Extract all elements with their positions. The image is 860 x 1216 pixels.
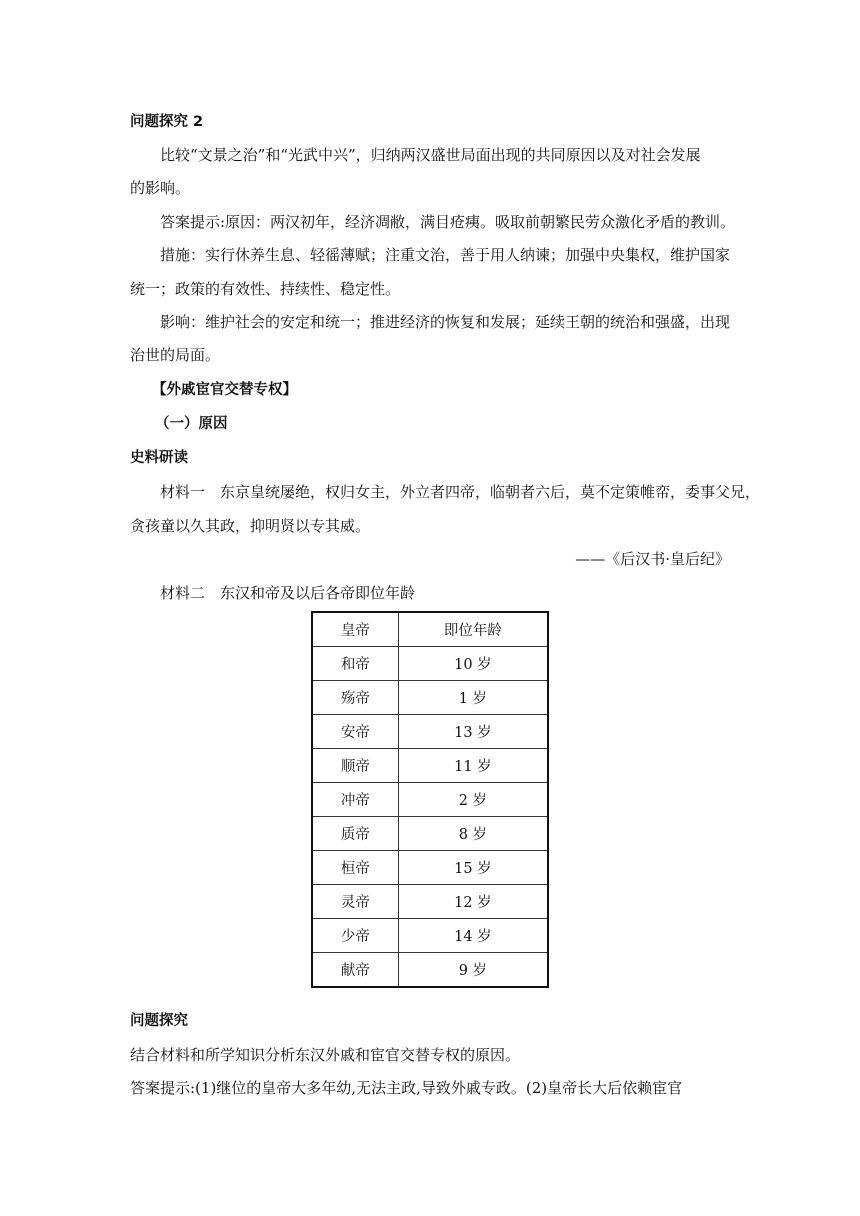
inquiry-answer-line1: 答案提示:(1)继位的皇帝大多年幼,无法主政,导致外戚专政。(2)皇帝长大后依赖宦官 (130, 1079, 683, 1097)
study-label: 史料研读 (130, 450, 188, 466)
inquiry-2-answer-measures-line1: 措施：实行休养生息、轻徭薄赋；注重文治，善于用人纳谏；加强中央集权，维护国家 (160, 246, 731, 264)
table-header-emperor: 皇帝 (312, 612, 398, 647)
emperor-cell: 质帝 (312, 817, 398, 851)
table-row (312, 715, 548, 749)
table-header-age: 即位年龄 (398, 612, 548, 647)
table-row (312, 647, 548, 681)
accession-age-table (311, 611, 549, 988)
age-cell: 1 岁 (398, 681, 548, 715)
table-row (312, 851, 548, 885)
inquiry-2-heading: 问题探究 2 (130, 114, 204, 130)
inquiry-2-answer-impact-line2: 治世的局面。 (130, 346, 221, 364)
inquiry-question: 结合材料和所学知识分析东汉外戚和宦官交替专权的原因。 (130, 1046, 521, 1064)
inquiry-heading: 问题探究 (130, 1013, 188, 1029)
material-1-line2: 贪孩童以久其政，抑明贤以专其威。 (130, 517, 371, 535)
table-row (312, 919, 548, 953)
emperor-cell: 安帝 (312, 715, 398, 749)
section-heading-waiqi-huanguan: 【外戚宦官交替专权】 (152, 382, 297, 398)
emperor-cell: 献帝 (312, 953, 398, 988)
material-1-source: ——《后汉书·皇后纪》 (575, 550, 730, 568)
inquiry-2-answer-measures-line2: 统一；政策的有效性、持续性、稳定性。 (130, 280, 401, 298)
age-cell: 8 岁 (398, 817, 548, 851)
table-row (312, 885, 548, 919)
table-row (312, 953, 548, 988)
inquiry-2-question-line2: 的影响。 (130, 179, 191, 197)
emperor-cell: 冲帝 (312, 783, 398, 817)
age-cell: 2 岁 (398, 783, 548, 817)
emperor-cell: 灵帝 (312, 885, 398, 919)
age-cell: 12 岁 (398, 885, 548, 919)
age-cell: 10 岁 (398, 647, 548, 681)
table-row (312, 681, 548, 715)
table-row (312, 783, 548, 817)
table-row (312, 749, 548, 783)
inquiry-2-answer-cause: 答案提示:原因：两汉初年，经济凋敝，满目疮痍。吸取前朝繁民劳众激化矛盾的教训。 (160, 213, 736, 231)
age-cell: 11 岁 (398, 749, 548, 783)
material-1-line1: 材料一 东京皇统屡绝，权归女主，外立者四帝，临朝者六后，莫不定策帷帟，委事父兄， (160, 483, 761, 501)
emperor-cell: 少帝 (312, 919, 398, 953)
age-cell: 9 岁 (398, 953, 548, 988)
table-header-row (312, 612, 548, 647)
emperor-cell: 顺帝 (312, 749, 398, 783)
inquiry-2-question-line1: 比较“文景之治”和“光武中兴”，归纳两汉盛世局面出现的共同原因以及对社会发展 (160, 146, 701, 164)
age-cell: 15 岁 (398, 851, 548, 885)
emperor-cell: 殇帝 (312, 681, 398, 715)
emperor-cell: 和帝 (312, 647, 398, 681)
inquiry-2-answer-impact-line1: 影响：维护社会的安定和统一；推进经济的恢复和发展；延续王朝的统治和强盛，出现 (160, 313, 731, 331)
material-2-title: 材料二 东汉和帝及以后各帝即位年龄 (160, 584, 416, 602)
subsection-heading-causes: （一）原因 (155, 416, 228, 432)
emperor-cell: 桓帝 (312, 851, 398, 885)
age-cell: 13 岁 (398, 715, 548, 749)
age-cell: 14 岁 (398, 919, 548, 953)
table-row (312, 817, 548, 851)
